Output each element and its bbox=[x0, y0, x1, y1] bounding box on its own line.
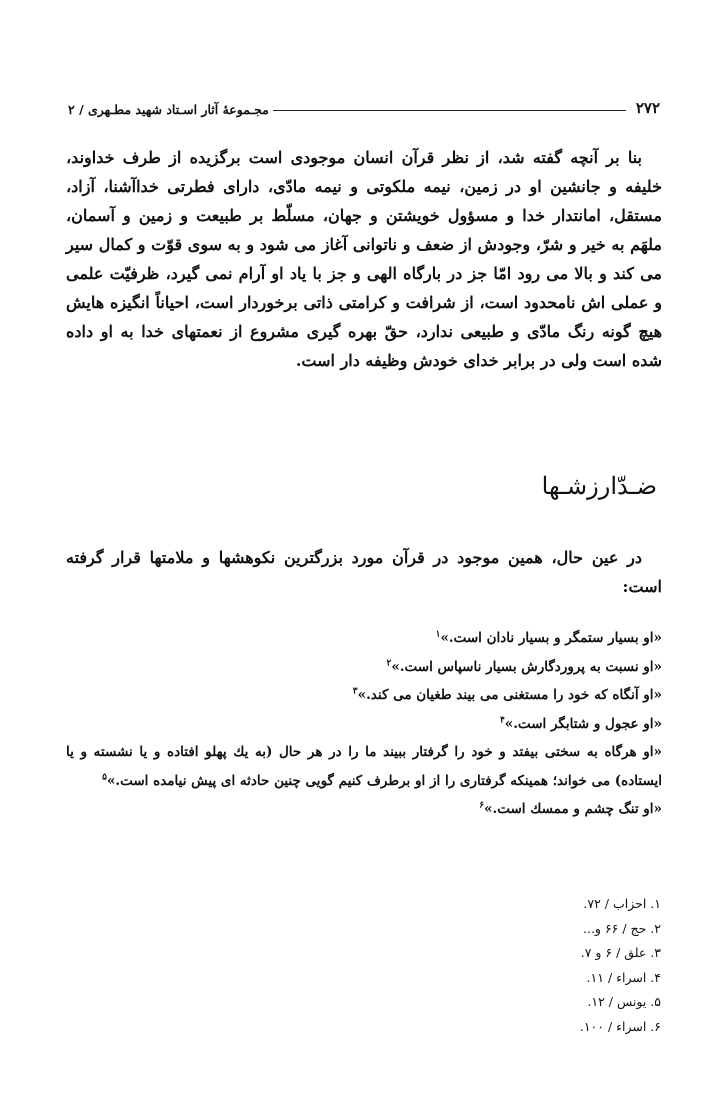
quote-text: «او تنگ چشم و ممسك است.» bbox=[484, 801, 662, 817]
footnote: ۴. اسراء / ۱۱. bbox=[586, 969, 661, 985]
running-header bbox=[68, 93, 660, 117]
footnote: ۶. اسراء / ۱۰۰. bbox=[579, 1018, 661, 1034]
footnote-ref: ۶ bbox=[479, 800, 485, 811]
footnote: ۵. یونس / ۱۲. bbox=[587, 994, 661, 1009]
quote-item bbox=[66, 710, 662, 739]
footnote-ref: ۴ bbox=[499, 715, 505, 725]
footnote-ref: ۱ bbox=[435, 629, 441, 640]
footnote-ref: ۲ bbox=[386, 658, 392, 668]
quote-text: «او بسیار ستمگر و بسیار نادان است.» bbox=[440, 630, 662, 646]
quote-text: «او آنگاه که خود را مستغنی می بیند طغیان می کند.» bbox=[357, 687, 662, 703]
footnote-ref: ۵ bbox=[102, 772, 107, 782]
footnotes bbox=[461, 892, 661, 1039]
footnote: ۱. احزاب / ۷۲. bbox=[583, 896, 661, 911]
quote-list bbox=[66, 624, 662, 824]
paragraph-2: در عین حال، همین موجود در قرآن مورد بزرگترین نکوهشها و ملامتها قرار گرفته است: bbox=[66, 548, 662, 596]
paragraph-1: بنا بر آنچه گفته شد، از نظر قرآن انسان موجودی است برگزیده از طرف خداوند، خلیفه و جانشین او در زمین، نیمه ملکوتی و نیمه مادّی، دارای فطرتی خداآشنا، آزاد، مستقل، امانتدار خدا و مسؤول خویشتن و جهان، مسلّط بر طبیعت و زمین و آسمان، ملهَم به خیر و شرّ، وجودش از ضعف و ناتوانی آغاز می شود و به سوی قوّت و کمال سیر می کند و بالا می رود امّا جز در بارگاه الهی و جز با یاد او آرام نمی گیرد، ظرفیّت علمی و عملی اش نامحدود است، از شرافت و کرامتی ذاتی برخوردار است، احیاناً انگیزه هایش هیچ گونه رنگ مادّی و طبیعی ندارد، حقّ بهره گیری مشروع از نعمتهای خدا به او داده شده است ولی در برابر خدای خودش وظیفه دار است. bbox=[66, 148, 662, 370]
quote-text: «او عجول و شتابگر است.» bbox=[504, 715, 662, 732]
section-title: ضـدّارزشـها bbox=[541, 472, 657, 500]
quote-item bbox=[66, 653, 662, 682]
quote-item bbox=[66, 681, 662, 710]
footnote: ۳. علق / ۶ و ۷. bbox=[580, 945, 661, 960]
quote-text: «او نسبت به پروردگارش بسیار ناسپاس است.» bbox=[391, 658, 662, 675]
book-title: مجـموعهٔ آثار اسـتاد شهید مطـهری / ۲ bbox=[68, 102, 269, 117]
footnote: ۲. حج / ۶۶ و... bbox=[583, 920, 661, 936]
quote-item bbox=[66, 795, 662, 824]
page-number: ۲۷۲ bbox=[635, 99, 660, 117]
footnote-ref: ۳ bbox=[352, 686, 358, 697]
quote-item bbox=[66, 738, 662, 795]
quote-item bbox=[66, 624, 662, 653]
header-rule bbox=[273, 110, 626, 111]
quote-text: «او هرگاه به سختی بیفتد و خود را گرفتار ببیند ما را در هر حال (به یك پهلو افتاده و یا نشسته و یا ایستاده) می خواند؛ همینکه گرفتاری را از او برطرف کنیم گویی چنین حادثه ای پیش نیامده است.» bbox=[66, 744, 662, 789]
